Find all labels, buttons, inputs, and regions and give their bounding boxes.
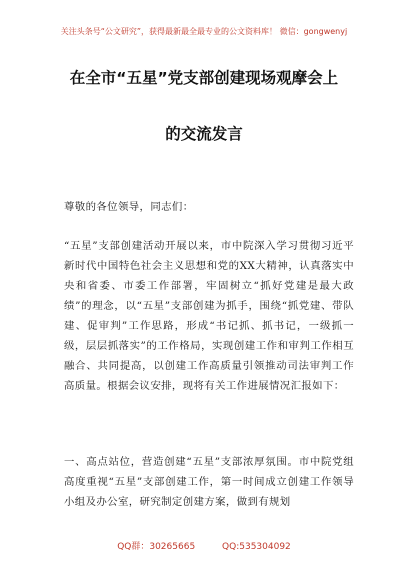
qq-contact-number: QQ:535304092 (222, 542, 291, 552)
document-title-line-1: 在全市“五星”党支部创建现场观摩会上 (69, 69, 339, 87)
qq-group-number: QQ群：30265665 (117, 542, 196, 552)
paragraph-intro: “五星”支部创建活动开展以来，市中院深入学习贯彻习近平新时代中国特色社会主义思想和党的XX大精神，认真落实中央和省委、市委工作部署，牢固树立“抓好党建是最大政绩”的理念，以“五星”支部创建为抓手，围绕“抓党建、带队建、促审判”工作思路，形成“书记抓、抓书记，一级抓一级，层层抓落实”的工作格局，实现创建工作和审判工作相互融合、共同提高，以创建工作高质量引领推动司法审判工作高质量。根据会议安排，现将有关工作进展情况汇报如下： (64, 240, 354, 392)
paragraph-section-1: 一、高点站位，营造创建“五星”支部浓厚氛围。市中院党组高度重视“五星”支部创建工作，第一时间成立创建工作领导小组及办公室，研究制定创建方案，做到有规划 (64, 456, 354, 508)
promo-header: 关注头条号“公文研究”，获得最新最全最专业的公文资料库！ 微信：gongwenyj (60, 27, 348, 36)
greeting: 尊敬的各位领导，同志们： (64, 201, 194, 213)
document-title-line-2: 的交流发言 (165, 125, 243, 143)
contact-footer (0, 539, 408, 552)
